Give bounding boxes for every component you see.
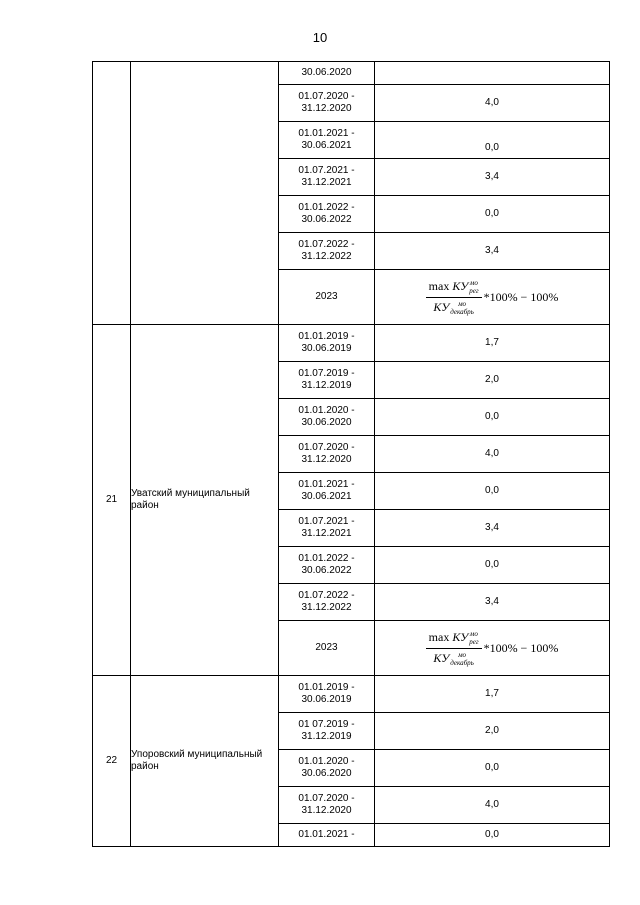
formula-fraction: [426, 630, 482, 667]
period-line: 30.06.2021: [301, 140, 352, 151]
formula-sub: декабрь: [450, 307, 474, 316]
row-number: 22: [93, 676, 131, 847]
period-line: 01.01.2020 -: [298, 756, 355, 767]
period-line: 01.07.2022 -: [298, 239, 355, 250]
value-cell: 4,0: [375, 787, 610, 824]
value-cell: 0,0: [375, 824, 610, 847]
period-cell: [279, 270, 375, 325]
period-line: 01.01.2021 -: [298, 128, 355, 139]
period-line: 01 07.2019 -: [298, 719, 355, 730]
period-cell: [279, 824, 375, 847]
formula-cell: [375, 270, 610, 325]
row-number: [93, 62, 131, 325]
district-name: Упоровский муниципальный район: [131, 676, 279, 847]
formula-scripts: [450, 651, 474, 667]
value-cell: 4,0: [375, 436, 610, 473]
formula-scripts: [469, 630, 478, 646]
formula-numerator: [426, 630, 482, 649]
tariff-table: [92, 61, 610, 847]
period-line: 31.12.2020: [301, 805, 352, 816]
period-cell: [279, 362, 375, 399]
page-number: 10: [312, 30, 328, 45]
formula-tail: *100% − 100%: [483, 290, 559, 304]
period-cell: [279, 713, 375, 750]
period-cell: [279, 787, 375, 824]
formula-ku: КУ: [433, 650, 450, 665]
table-row: [93, 676, 610, 713]
period-line: 31.12.2022: [301, 602, 352, 613]
table-row: [93, 325, 610, 362]
formula-sup: мо: [458, 650, 467, 659]
period-line: 01.07.2021 -: [298, 165, 355, 176]
formula-denominator: [430, 649, 476, 667]
formula-ku: КУ: [452, 278, 469, 293]
period-line: 31.12.2020: [301, 103, 352, 114]
period-line: 01.07.2022 -: [298, 590, 355, 601]
value-cell: 3,4: [375, 510, 610, 547]
period-cell: [279, 399, 375, 436]
period-cell: [279, 159, 375, 196]
period-cell: [279, 510, 375, 547]
period-line: 30.06.2020: [301, 417, 352, 428]
district-name: [131, 62, 279, 325]
period-line: 31.12.2019: [301, 380, 352, 391]
value-cell: 2,0: [375, 362, 610, 399]
period-line: 30.06.2021: [301, 491, 352, 502]
formula-fraction: [426, 279, 482, 316]
value-cell: 0,0: [375, 750, 610, 787]
value-cell: 0,0: [375, 399, 610, 436]
period-line: 01.01.2019 -: [298, 331, 355, 342]
period-line: 31.12.2021: [301, 177, 352, 188]
formula-ku: КУ: [452, 629, 469, 644]
formula-scripts: [450, 300, 474, 316]
period-cell: [279, 62, 375, 85]
period-line: 31.12.2022: [301, 251, 352, 262]
formula-scripts: [469, 279, 478, 295]
period-line: 01.07.2019 -: [298, 368, 355, 379]
period-cell: [279, 621, 375, 676]
formula-sup: мо: [469, 629, 478, 638]
period-cell: [279, 750, 375, 787]
value-cell: 1,7: [375, 325, 610, 362]
period-line: 01.01.2020 -: [298, 405, 355, 416]
period-line: 01.07.2021 -: [298, 516, 355, 527]
period-cell: [279, 325, 375, 362]
period-cell: [279, 122, 375, 159]
formula-sup: мо: [458, 299, 467, 308]
value-cell: 3,4: [375, 233, 610, 270]
formula-numerator: [426, 279, 482, 298]
period-line: 31.12.2019: [301, 731, 352, 742]
period-line: 01.07.2020 -: [298, 442, 355, 453]
value-cell: 0,0: [375, 547, 610, 584]
period-line: 01.01.2019 -: [298, 682, 355, 693]
period-cell: [279, 547, 375, 584]
period-cell: [279, 436, 375, 473]
formula-max: max: [428, 629, 453, 644]
period-cell: [279, 85, 375, 122]
formula-sup: мо: [469, 278, 478, 287]
formula-max: max: [428, 278, 453, 293]
period-line: 30.06.2019: [301, 343, 352, 354]
formula-denominator: [430, 298, 476, 316]
value-cell: 3,4: [375, 159, 610, 196]
value-cell: 0,0: [375, 196, 610, 233]
table-row: [93, 62, 610, 85]
period-line: 01.07.2020 -: [298, 91, 355, 102]
formula: [426, 279, 559, 316]
table-body: [93, 62, 610, 847]
formula-sub: рег: [469, 637, 479, 646]
formula-tail: *100% − 100%: [483, 641, 559, 655]
formula-sub: декабрь: [450, 658, 474, 667]
formula-cell: [375, 621, 610, 676]
value-cell: 4,0: [375, 85, 610, 122]
formula-sub: рег: [469, 286, 479, 295]
formula: [426, 630, 559, 667]
value-cell: 3,4: [375, 584, 610, 621]
period-line: 01.01.2022 -: [298, 202, 355, 213]
row-number: 21: [93, 325, 131, 676]
value-cell: 0,0: [375, 122, 610, 159]
period-cell: [279, 196, 375, 233]
period-cell: [279, 233, 375, 270]
period-line: 30.06.2022: [301, 565, 352, 576]
period-line: 01.07.2020 -: [298, 793, 355, 804]
period-cell: [279, 676, 375, 713]
period-line: 01.01.2022 -: [298, 553, 355, 564]
period-line: 2023: [315, 642, 338, 653]
value-cell: 1,7: [375, 676, 610, 713]
value-cell: 0,0: [375, 473, 610, 510]
district-name: Уватский муниципальный район: [131, 325, 279, 676]
period-line: 30.06.2022: [301, 214, 352, 225]
period-line: 01.01.2021 -: [298, 479, 355, 490]
period-line: 2023: [315, 291, 338, 302]
value-cell: 2,0: [375, 713, 610, 750]
period-cell: [279, 473, 375, 510]
period-line: 30.06.2020: [301, 768, 352, 779]
value-cell: [375, 62, 610, 85]
period-line: 30.06.2020: [301, 67, 352, 78]
formula-ku: КУ: [433, 299, 450, 314]
period-line: 30.06.2019: [301, 694, 352, 705]
period-cell: [279, 584, 375, 621]
period-line: 31.12.2021: [301, 528, 352, 539]
period-line: 31.12.2020: [301, 454, 352, 465]
period-line: 01.01.2021 -: [298, 829, 355, 840]
